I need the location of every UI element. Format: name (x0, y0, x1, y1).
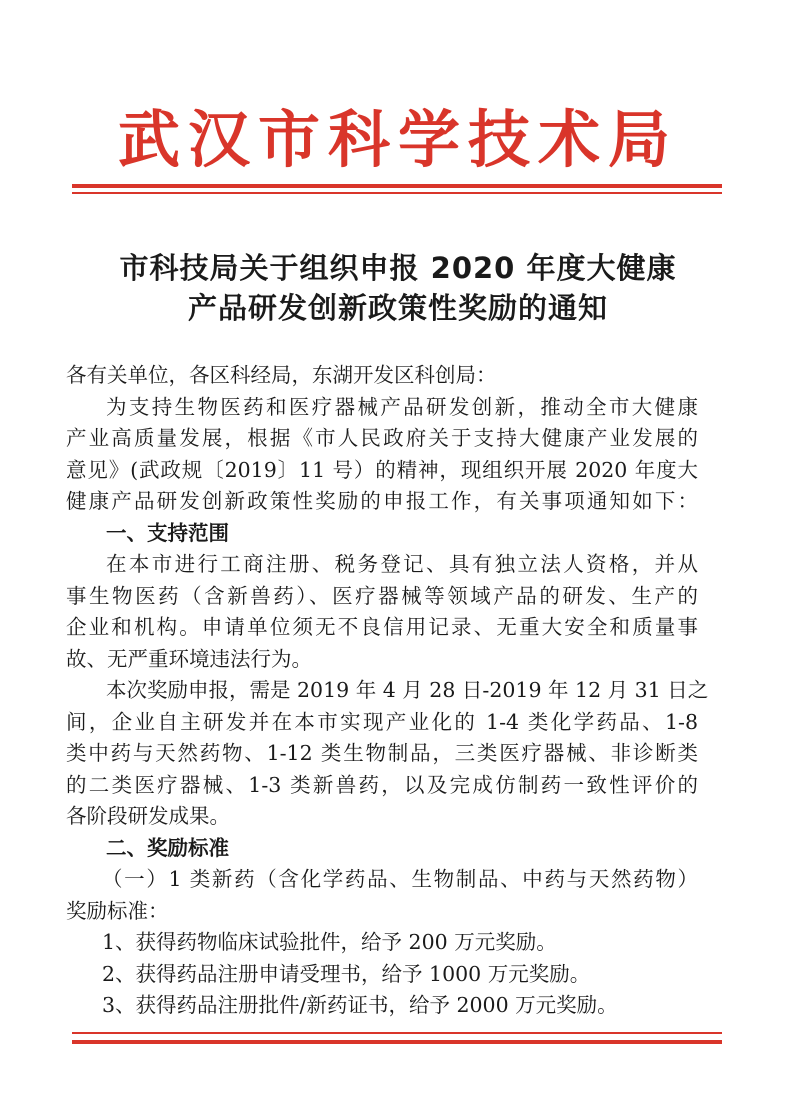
masthead-rule-thick (72, 184, 722, 188)
paragraph-2-line: 在本市进行工商注册、税务登记、具有独立法人资格，并从 (106, 552, 698, 576)
paragraph-1-line: 产业高质量发展，根据《市人民政府关于支持大健康产业发展的 (66, 426, 698, 450)
section-heading-2: 二、奖励标准 (106, 835, 229, 860)
paragraph-3-line: 的二类医疗器械、1-3 类新兽药，以及完成仿制药一致性评价的 (66, 772, 698, 797)
document-body (66, 360, 709, 1022)
addressee: 各有关单位，各区科经局，东湖开发区科创局： (66, 363, 497, 387)
subsection-1-line: 奖励标准： (66, 898, 169, 923)
footer-rule-thin (72, 1032, 722, 1034)
masthead-rule-thin (72, 192, 722, 194)
paragraph-2-line: 企业和机构。申请单位须无不良信用记录、无重大安全和质量事 (66, 615, 698, 639)
paragraph-2-line: 事生物医药（含新兽药）、医疗器械等领域产品的研发、生产的 (66, 583, 698, 608)
paragraph-1-line: 健康产品研发创新政策性奖励的申报工作，有关事项通知如下： (66, 489, 698, 513)
section-heading-1: 一、支持范围 (106, 520, 229, 545)
subsection-1-line: （一）1 类新药（含化学药品、生物制品、中药与天然药物） (102, 867, 698, 891)
award-item: 2、获得药品注册申请受理书，给予 1000 万元奖励。 (102, 961, 591, 986)
footer-rule-thick (72, 1040, 722, 1044)
document-title-line-1: 市科技局关于组织申报 2020 年度大健康 (119, 251, 677, 285)
paragraph-1-line: 意见》(武政规〔2019〕11 号）的精神，现组织开展 2020 年度大 (66, 457, 698, 482)
paragraph-3-line: 本次奖励申报，需是 2019 年 4 月 28 日-2019 年 12 月 31 日之 (106, 678, 709, 702)
paragraph-2-line: 故、无严重环境违法行为。 (66, 646, 312, 671)
paragraph-1-line: 为支持生物医药和医疗器械产品研发创新，推动全市大健康 (106, 394, 698, 419)
award-item: 1、获得药物临床试验批件，给予 200 万元奖励。 (102, 930, 557, 954)
paragraph-3-line: 类中药与天然药物、1-12 类生物制品，三类医疗器械、非诊断类 (66, 741, 698, 765)
award-item: 3、获得药品注册批件/新药证书，给予 2000 万元奖励。 (102, 993, 618, 1017)
paragraph-3-line: 间，企业自主研发并在本市实现产业化的 1-4 类化学药品、1-8 (66, 709, 698, 734)
agency-masthead: 武汉市科学技术局 (117, 103, 678, 176)
document-title-line-2: 产品研发创新政策性奖励的通知 (187, 291, 608, 325)
paragraph-3-line: 各阶段研发成果。 (66, 804, 230, 828)
